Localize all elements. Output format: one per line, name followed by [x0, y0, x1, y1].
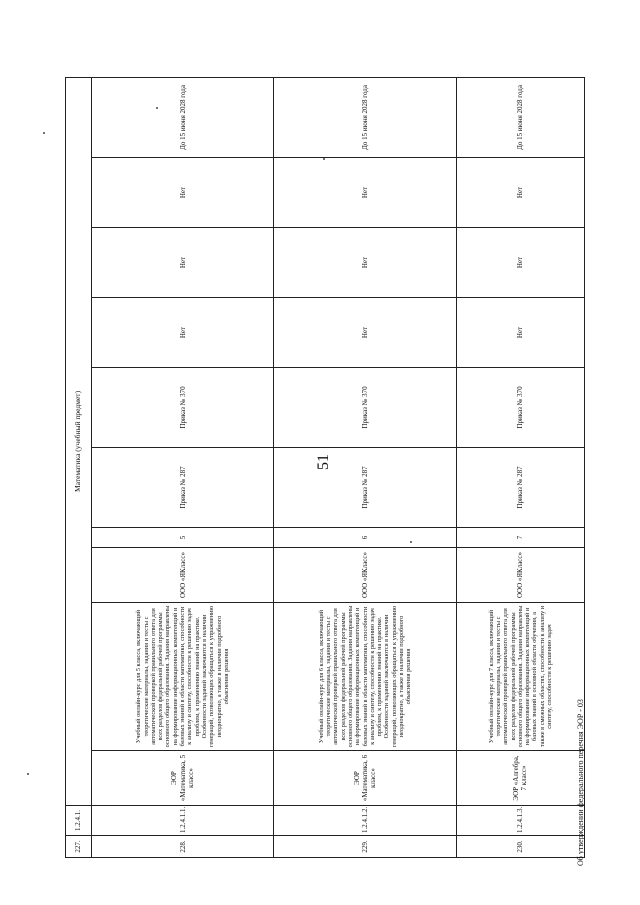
resource-description: Учебный онлайн-курс для 7 класса, включающий теоретические материалы, задания и тесты с автоматической проверкой правильного ответа для всех разделов федеральной рабочей программы основного общего образования. Задания направлены на формирование информационных компетенций и базовых знаний в основной области обучения, а также в смежных областях, способности к анализу и синтезу, способности к решению задач [456, 603, 584, 751]
order-287: Приказ № 287 [274, 448, 456, 528]
table-row [92, 77, 274, 857]
order-370: Приказ № 370 [456, 368, 584, 448]
deadline: До 15 июня 2028 года [274, 77, 456, 157]
value-no: Нет [456, 228, 584, 298]
publisher: ООО «ЯКласс» [274, 548, 456, 603]
row-number: 229. [274, 836, 456, 858]
table-row [456, 77, 584, 857]
scan-speck [156, 107, 158, 109]
grade: 7 [456, 528, 584, 548]
page-number: 51 [315, 454, 332, 470]
row-code: 1.2.4.1.1. [92, 806, 274, 836]
value-no: Нет [274, 298, 456, 368]
row-code: 1.2.4.1.2. [274, 806, 456, 836]
resource-description: Учебный онлайн-курс для 6 класса, включающий теоретические материалы, задания и тесты с автоматической проверкой правильного ответа для всех разделов федеральной рабочей программы основного общего образования. Задания направлены на формирование информационных компетенций и базовых знаний в области математики, способности к анализу и синтезу, способности к решению задач проблем, к применению знаний на практике. Особенности заданий заключаются в наличии генераций, позволяющих обращаться к упражнению неоднократно, а также в наличии подробного объяснения решения [274, 603, 456, 751]
footer-text: Об утверждении федерального перечня ЭОР - 03 [576, 699, 585, 866]
value-no: Нет [92, 228, 274, 298]
resource-name: ЭОР «Алгебра, 7 класс» [456, 751, 584, 806]
scan-speck [27, 773, 29, 775]
publisher: ООО «ЯКласс» [92, 548, 274, 603]
scan-speck [323, 158, 325, 160]
order-370: Приказ № 370 [274, 368, 456, 448]
order-370: Приказ № 370 [92, 368, 274, 448]
eor-table [65, 77, 585, 858]
row-number: 228. [92, 836, 274, 858]
row-number: 230. [456, 836, 584, 858]
value-no: Нет [456, 158, 584, 228]
table-row-227 [66, 77, 92, 857]
order-287: Приказ № 287 [92, 448, 274, 528]
value-no: Нет [92, 298, 274, 368]
resource-name: ЭОР «Математика, 5 класс» [92, 751, 274, 806]
row-code: 1.2.4.1. [66, 806, 92, 836]
scan-speck [410, 541, 412, 543]
value-no: Нет [274, 228, 456, 298]
value-no: Нет [92, 158, 274, 228]
resource-description: Учебный онлайн-курс для 5 класса, включающий теоретические материалы, задания и тесты с автоматической проверкой правильного ответа для всех разделов федеральной рабочей программы основного общего образования. Задания направлены на формирование информационных компетенций и базовых знаний в области математики, способности к анализу и синтезу, способности к решению задач проблем, к применению знаний на практике. Особенности заданий заключаются в наличии генераций, позволяющих обращаться к упражнению неоднократно, а также в наличии подробного объяснения решения [92, 603, 274, 751]
section-heading: Математика (учебный предмет) [66, 77, 92, 805]
value-no: Нет [456, 298, 584, 368]
row-code: 1.2.4.1.3. [456, 806, 584, 836]
grade: 6 [274, 528, 456, 548]
grade: 5 [92, 528, 274, 548]
table-row [274, 77, 456, 857]
deadline: До 15 июня 2028 года [92, 77, 274, 157]
row-number: 227. [66, 836, 92, 858]
order-287: Приказ № 287 [456, 448, 584, 528]
landscape-sheet [65, 78, 585, 858]
publisher: ООО «ЯКласс» [456, 548, 584, 603]
deadline: До 15 июня 2028 года [456, 77, 584, 157]
scan-speck [43, 132, 45, 134]
resource-name: ЭОР «Математика, 6 класс» [274, 751, 456, 806]
value-no: Нет [274, 158, 456, 228]
